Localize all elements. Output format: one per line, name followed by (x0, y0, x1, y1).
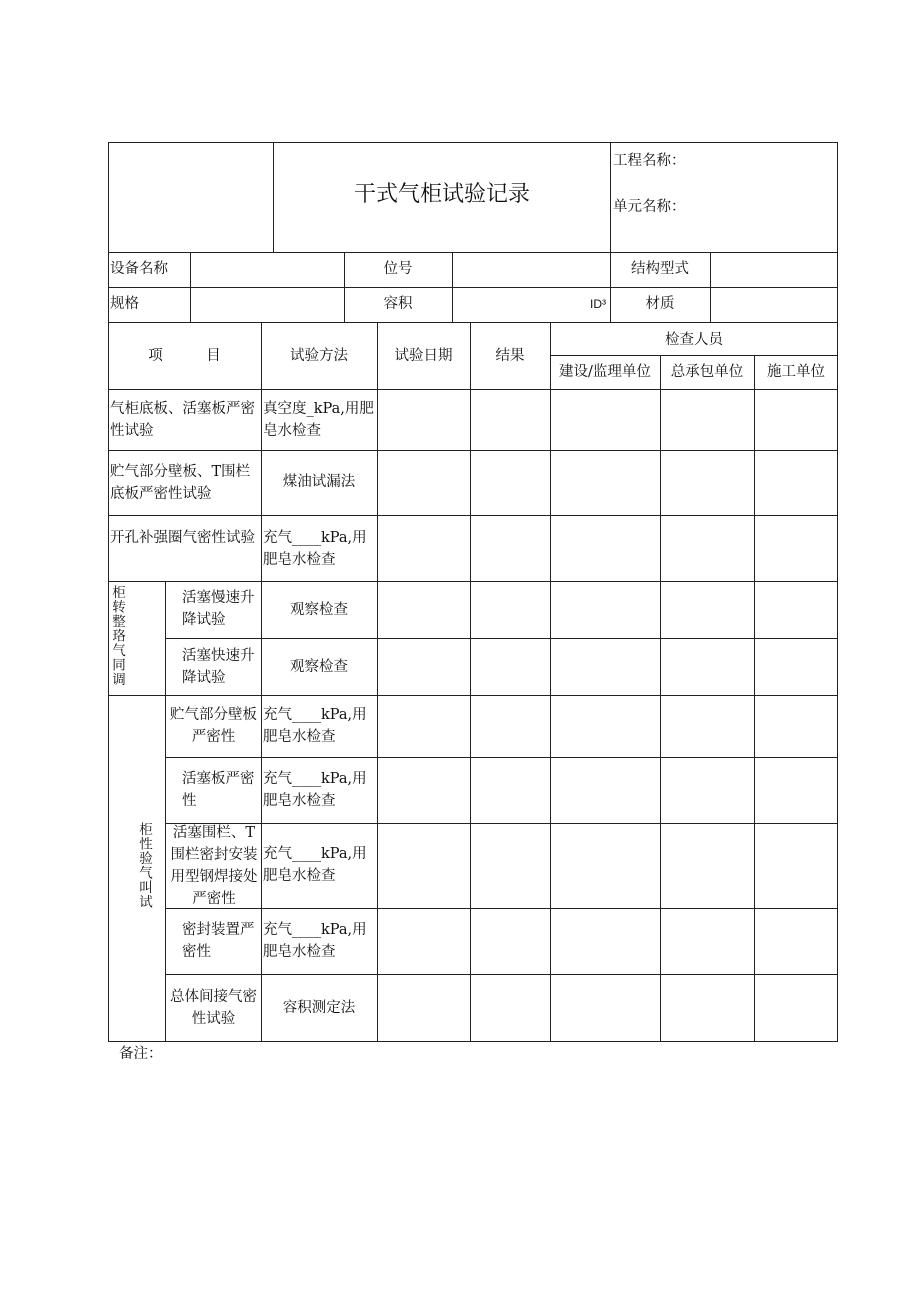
col-inspectors: 检查人员 (665, 332, 723, 348)
line (108, 581, 838, 582)
g2-row3-method: 充气____kPa,用肥皂水检查 (263, 846, 367, 884)
g2-row2-method: 充气____kPa,用肥皂水检查 (263, 771, 367, 809)
col-inspector-b: 总承包单位 (670, 364, 744, 380)
line (165, 581, 166, 1042)
line (261, 322, 262, 1042)
line (108, 322, 838, 323)
line (108, 515, 838, 516)
line (710, 252, 711, 322)
line (165, 823, 838, 824)
form-title: 干式气柜试验记录 (353, 182, 530, 207)
line (165, 638, 838, 639)
g2-row1-method: 充气____kPa,用肥皂水检查 (263, 707, 367, 745)
line (165, 908, 838, 909)
group2-label: 柜性验气叫试 (136, 822, 152, 909)
row3-method: 充气____kPa,用肥皂水检查 (263, 530, 367, 568)
equipment-name-label: 设备名称 (110, 261, 168, 277)
col-date: 试验日期 (394, 348, 453, 364)
line (470, 322, 471, 1042)
row2-item: 贮气部分壁板、T围栏底板严密性试验 (110, 464, 251, 502)
row1-method: 真空度_kPa,用肥皂水检查 (263, 401, 374, 439)
col-item: 项 目 (148, 348, 221, 364)
line (754, 355, 755, 1042)
row2-method: 煤油试漏法 (282, 474, 356, 490)
remark-label: 备注： (119, 1046, 163, 1062)
volume-label: 容积 (383, 296, 413, 312)
g1-row1-method: 观察检查 (290, 602, 348, 618)
g2-row2-item: 活塞板严密性 (182, 771, 255, 809)
line (550, 322, 551, 1042)
line (108, 695, 838, 696)
g2-row5-item: 总体间接气密性试验 (170, 989, 257, 1027)
structure-type-label: 结构型式 (631, 261, 689, 277)
col-inspector-a: 建设/监理单位 (559, 364, 651, 380)
col-inspector-c: 施工单位 (767, 364, 825, 380)
line (108, 287, 838, 288)
g2-row4-item: 密封装置严密性 (182, 922, 255, 960)
g2-row3-item: 活塞围栏、T围栏密封安装用型钢焊接处严密性 (170, 825, 258, 907)
row3-item: 开孔补强圈气密性试验 (110, 530, 255, 546)
line (165, 974, 838, 975)
g1-row1-item: 活塞慢速升降试验 (182, 590, 255, 628)
volume-unit: ID³ (590, 297, 606, 311)
position-no-label: 位号 (383, 261, 413, 277)
line (660, 355, 661, 1042)
col-result: 结果 (495, 348, 525, 364)
spec-label: 规格 (110, 296, 139, 312)
line (165, 757, 838, 758)
g2-row1-item: 贮气部分壁板严密性 (170, 707, 257, 745)
line (377, 322, 378, 1042)
g1-row2-method: 观察检查 (290, 659, 348, 675)
header-divider-2 (610, 142, 611, 252)
line (108, 389, 838, 390)
group1-label: 柜转整珞气同调 (109, 585, 125, 687)
row1-item: 气柜底板、活塞板严密性试验 (110, 401, 255, 439)
line (190, 252, 191, 322)
unit-name-label: 单元名称： (613, 199, 686, 215)
material-label: 材质 (645, 296, 675, 312)
col-method: 试验方法 (290, 348, 348, 364)
g1-row2-item: 活塞快速升降试验 (182, 648, 255, 686)
g2-row5-method: 容积测定法 (282, 1000, 356, 1016)
line (108, 450, 838, 451)
project-name-label: 工程名称： (613, 153, 686, 169)
line (108, 252, 838, 253)
line (550, 355, 838, 356)
g2-row4-method: 充气____kPa,用肥皂水检查 (263, 922, 367, 960)
line (452, 252, 453, 322)
